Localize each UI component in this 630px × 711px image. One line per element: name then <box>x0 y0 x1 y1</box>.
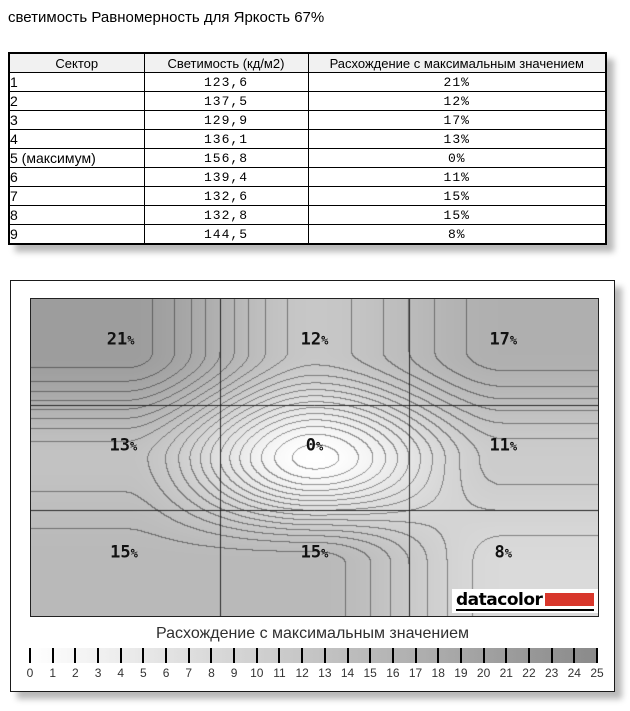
sector-cell: 2 <box>9 92 144 111</box>
contour-map <box>30 298 599 617</box>
map-cell-label-5: 0% <box>305 435 324 456</box>
deviation-cell: 0% <box>308 149 606 168</box>
map-cell-label-6: 11% <box>489 435 518 456</box>
colorbar-tick-label: 14 <box>340 666 355 680</box>
colorbar-tick-label: 5 <box>140 666 147 680</box>
colorbar-tick <box>165 648 167 663</box>
deviation-cell: 12% <box>308 92 606 111</box>
luminance-cell: 144,5 <box>144 225 308 245</box>
colorbar-tick-label: 8 <box>208 666 215 680</box>
sector-cell: 7 <box>9 187 144 206</box>
percent-sign: % <box>130 546 138 561</box>
colorbar-tick <box>505 648 507 663</box>
percent-sign: % <box>321 333 329 348</box>
uniformity-table <box>8 52 607 245</box>
colorbar-tick-label: 3 <box>94 666 102 680</box>
colorbar-tick-label: 23 <box>544 666 559 680</box>
colorbar-tick <box>210 648 212 663</box>
colorbar-tick-label: 1 <box>49 666 57 680</box>
table-row <box>9 130 606 149</box>
datacolor-logo <box>452 589 598 613</box>
luminance-cell: 129,9 <box>144 111 308 130</box>
sector-cell: 8 <box>9 206 144 225</box>
colorbar-tick <box>483 648 485 663</box>
luminance-cell: 139,4 <box>144 168 308 187</box>
colorbar-tick <box>415 648 417 663</box>
map-cell-label-2: 12% <box>300 329 329 350</box>
colorbar-tick-label: 12 <box>295 666 309 680</box>
luminance-cell: 137,5 <box>144 92 308 111</box>
table-header-row <box>9 53 606 73</box>
colorbar-tick-label: 6 <box>162 666 170 680</box>
colorbar-tick-label: 0 <box>26 666 34 680</box>
col-header-luminance: Светимость (кд/м2) <box>144 53 308 73</box>
colorbar-tick-label: 25 <box>590 666 604 680</box>
colorbar-tick <box>437 648 439 663</box>
deviation-cell: 13% <box>308 130 606 149</box>
sector-cell: 4 <box>9 130 144 149</box>
colorbar <box>26 648 604 680</box>
datacolor-logo-text: datacolor <box>456 589 543 610</box>
deviation-cell: 21% <box>308 73 606 92</box>
deviation-cell: 15% <box>308 187 606 206</box>
sector-cell: 6 <box>9 168 144 187</box>
map-cell-label-8: 15% <box>300 542 329 563</box>
colorbar-tick-label: 2 <box>72 666 79 680</box>
luminance-cell: 136,1 <box>144 130 308 149</box>
table-row <box>9 92 606 111</box>
map-cell-label-7: 15% <box>110 542 138 563</box>
map-cell-label-3: 17% <box>489 329 518 350</box>
percent-sign: % <box>130 439 138 454</box>
luminance-cell: 123,6 <box>144 73 308 92</box>
colorbar-tick <box>301 648 303 663</box>
percent-sign: % <box>509 333 518 348</box>
percent-sign: % <box>321 546 329 561</box>
map-cell-label-1: 21% <box>106 329 135 350</box>
map-cell-label-4: 13% <box>109 435 138 456</box>
table-row <box>9 111 606 130</box>
colorbar-tick-label: 10 <box>250 666 264 680</box>
colorbar-tick <box>233 648 235 663</box>
colorbar-tick-label: 15 <box>363 666 377 680</box>
colorbar-tick <box>256 648 258 663</box>
colorbar-title: Расхождение с максимальным значением <box>155 625 470 642</box>
colorbar-tick <box>278 648 280 663</box>
map-cell-label-9: 8% <box>494 542 513 563</box>
percent-sign: % <box>504 546 513 561</box>
colorbar-tick-label: 17 <box>408 666 423 680</box>
datacolor-red-bar <box>545 593 594 606</box>
colorbar-tick-label: 19 <box>454 666 468 680</box>
colorbar-tick <box>74 648 76 663</box>
sector-cell: 1 <box>9 73 144 92</box>
colorbar-gradient <box>30 648 597 663</box>
colorbar-tick <box>347 648 349 663</box>
colorbar-tick-label: 20 <box>476 666 491 680</box>
luminance-cell: 156,8 <box>144 149 308 168</box>
colorbar-tick <box>97 648 99 663</box>
percent-sign: % <box>509 439 518 454</box>
colorbar-tick <box>460 648 462 663</box>
sector-cell: 9 <box>9 225 144 245</box>
colorbar-tick-label: 9 <box>230 666 238 680</box>
luminance-cell: 132,8 <box>144 206 308 225</box>
colorbar-tick-label: 16 <box>386 666 400 680</box>
table-row <box>9 73 606 92</box>
uniformity-map-panel <box>10 280 615 692</box>
colorbar-tick-label: 18 <box>431 666 445 680</box>
table-row <box>9 168 606 187</box>
deviation-cell: 11% <box>308 168 606 187</box>
luminance-cell: 132,6 <box>144 187 308 206</box>
table-row <box>9 206 606 225</box>
deviation-cell: 17% <box>308 111 606 130</box>
percent-sign: % <box>316 439 324 454</box>
colorbar-tick <box>392 648 394 663</box>
colorbar-tick <box>29 648 31 663</box>
colorbar-tick <box>324 648 326 663</box>
colorbar-tick <box>188 648 190 663</box>
colorbar-tick-label: 22 <box>522 666 536 680</box>
table-row <box>9 187 606 206</box>
sector-cell: 5 (максимум) <box>9 149 144 168</box>
colorbar-tick <box>369 648 371 663</box>
colorbar-tick <box>528 648 530 663</box>
colorbar-tick-label: 11 <box>273 666 286 680</box>
colorbar-tick <box>52 648 54 663</box>
colorbar-tick-label: 24 <box>567 666 581 680</box>
colorbar-tick <box>120 648 122 663</box>
colorbar-tick <box>596 648 598 663</box>
deviation-cell: 8% <box>308 225 606 245</box>
colorbar-tick <box>573 648 575 663</box>
sector-cell: 3 <box>9 111 144 130</box>
deviation-cell: 15% <box>308 206 606 225</box>
colorbar-tick-label: 7 <box>185 666 193 680</box>
colorbar-tick <box>551 648 553 663</box>
col-header-sector: Сектор <box>9 53 144 73</box>
colorbar-tick-label: 21 <box>499 666 513 680</box>
table-row <box>9 149 606 168</box>
col-header-deviation: Расхождение с максимальным значением <box>308 53 606 73</box>
colorbar-tick-label: 4 <box>117 666 125 680</box>
page-title: светимость Равномерность для Яркость 67% <box>8 9 325 26</box>
percent-sign: % <box>127 333 135 348</box>
colorbar-tick-label: 13 <box>318 666 332 680</box>
table-row <box>9 225 606 245</box>
colorbar-tick <box>142 648 144 663</box>
